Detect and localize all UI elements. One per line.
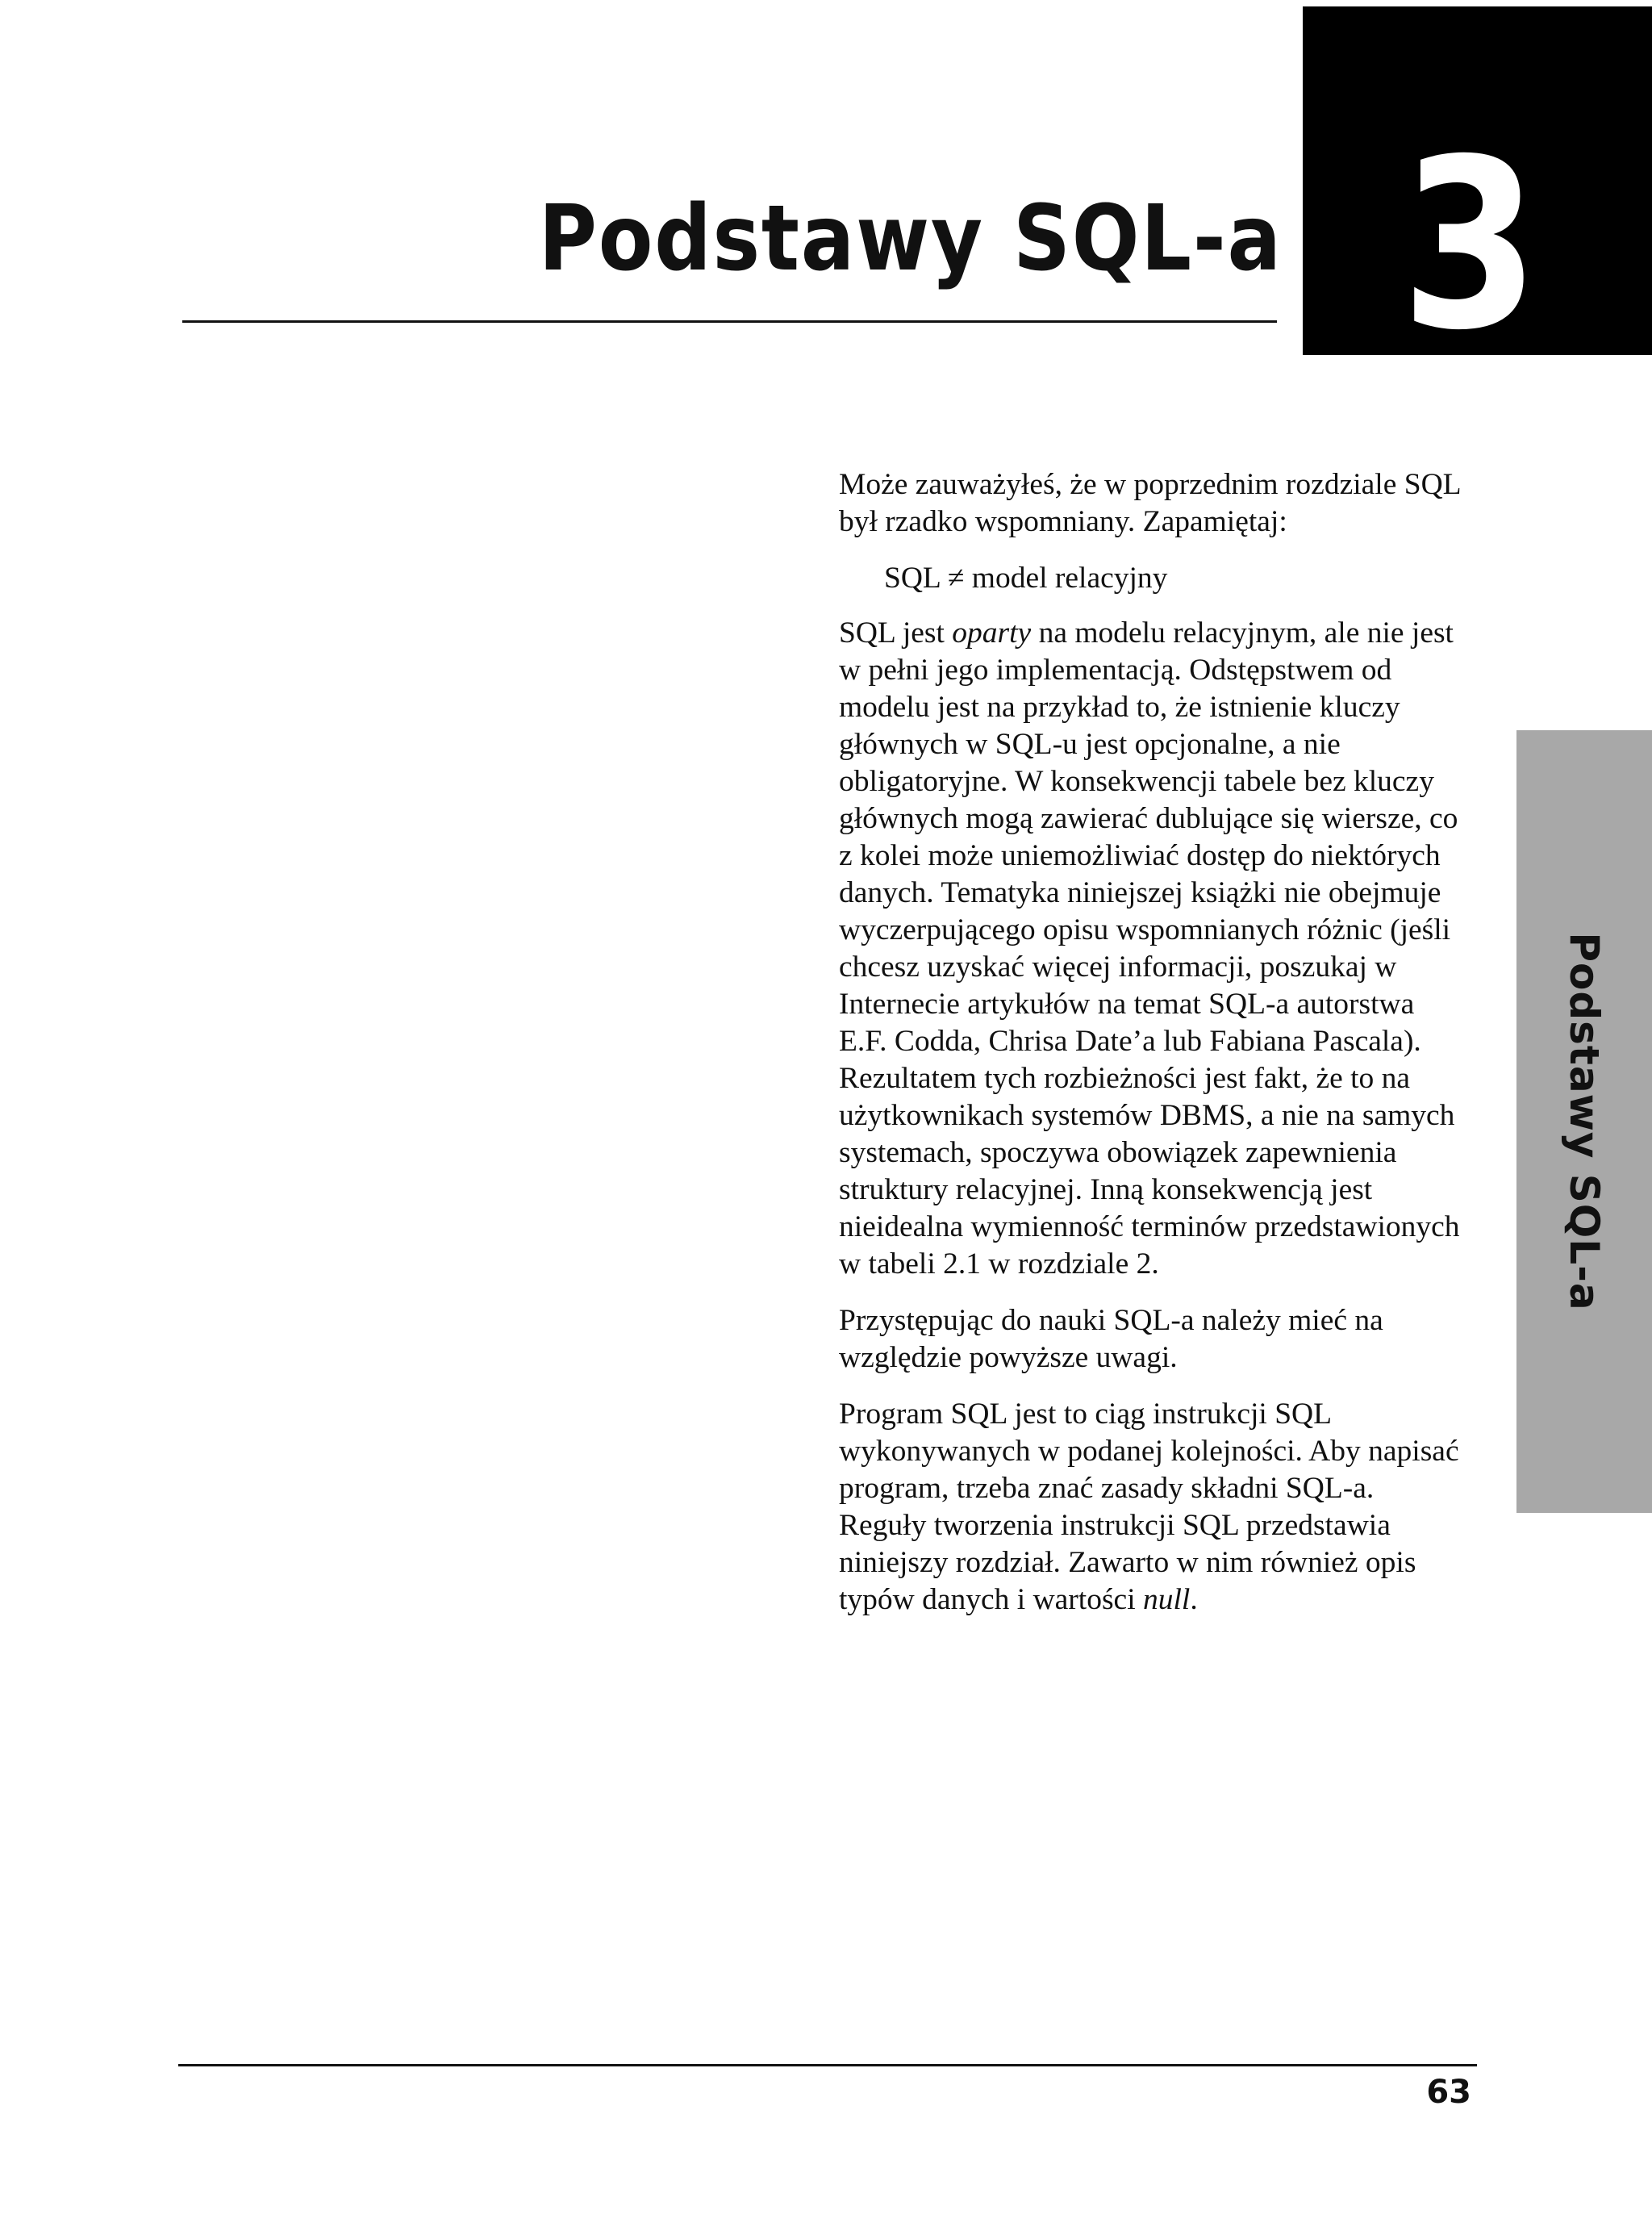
- paragraph-intro: Może zauważyłeś, że w poprzednim rozdziale SQL był rzadko wspomniany. Zapamiętaj:: [839, 468, 1461, 538]
- chapter-number: 3: [1400, 110, 1540, 382]
- chapter-number-box: [1303, 6, 1652, 382]
- title-rule: [182, 320, 1277, 323]
- paragraph-program-start: Program SQL jest to ciąg instrukcji SQL wykonywanych w podanej kolejności. Aby napisać program, trzeba znać zasady składni SQL-a. Reguły tworzenia instrukcji SQL przedstawia niniejszy rozdział. Zawarto w nim również opis typów danych i wartości: [839, 1398, 1459, 1616]
- emphasis-oparty: oparty: [952, 616, 1032, 650]
- side-tab-label: Podstawy SQL-a: [1561, 932, 1608, 1311]
- paragraph-note: Przystępując do nauki SQL-a należy mieć na względzie powyższe uwagi.: [839, 1304, 1383, 1374]
- chapter-title: Podstawy SQL-a: [538, 186, 1283, 291]
- formula-line: SQL ≠ model relacyjny: [884, 562, 1168, 595]
- paragraph-differences: [839, 615, 1468, 1283]
- footer-rule: [178, 2064, 1477, 2066]
- paragraph-program-end: .: [1190, 1583, 1198, 1616]
- page-number: 63: [1426, 2074, 1471, 2111]
- paragraph-differences-start: SQL jest: [839, 616, 953, 650]
- body-text: [839, 466, 1468, 1638]
- emphasis-null: null: [1143, 1583, 1191, 1616]
- side-tab: [1516, 730, 1652, 1513]
- paragraph-program: [839, 1396, 1468, 1619]
- paragraph-differences-rest: na modelu relacyjnym, ale nie jest w pełni jego implementacją. Odstępstwem od modelu jest na przykład to, że istnienie kluczy głównych w SQL-u jest opcjonalne, a nie obligatoryjne. W konsekwencji tabele bez kluczy głównych mogą zawierać dublujące się wiersze, co z kolei może uniemożliwiać dostęp do niektórych danych. Tematyka niniejszej książki nie obejmuje wyczerpującego opisu wspomnianych różnic (jeśli chcesz uzyskać więcej informacji, poszukaj w Internecie artykułów na temat SQL-a autorstwa E.F. Codda, Chrisa Date’a lub Fabiana Pascala). Rezultatem tych rozbieżności jest fakt, że to na użytkownikach systemów DBMS, a nie na samych systemach, spoczywa obowiązek zapewnienia struktury relacyjnej. Inną konsekwencją jest nieidealna wymienność terminów przedstawionych w tabeli 2.1 w rozdziale 2.: [839, 616, 1460, 1281]
